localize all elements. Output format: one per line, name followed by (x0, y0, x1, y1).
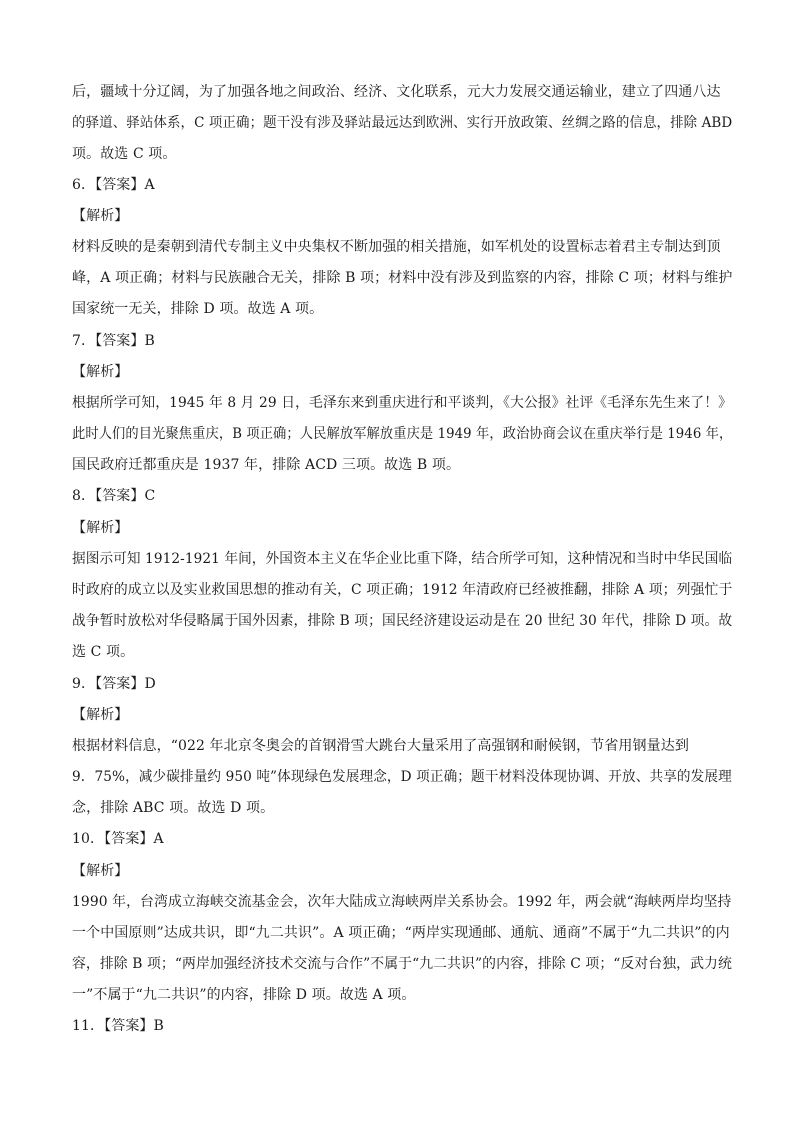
answer-label-10: 10．【答案】A (72, 831, 164, 847)
analysis-heading: 【解析】 (72, 707, 129, 723)
text-line: 9．75%，减少碳排量约 950 吨”体现绿色发展理念，D 项正确；题干材料没体现协调、开放、共享的发展理 (72, 769, 732, 785)
analysis-heading: 【解析】 (72, 208, 129, 224)
answer-label-6: 6．【答案】A (72, 177, 155, 193)
text-line: 念，排除 ABC 项。故选 D 项。 (72, 800, 275, 816)
text-line: 选 C 项。 (72, 644, 135, 660)
analysis-heading: 【解析】 (72, 863, 129, 879)
answer-label-8: 8．【答案】C (72, 488, 156, 504)
text-line: 根据材料信息，“022 年北京冬奥会的首钢滑雪大跳台大量采用了高强钢和耐候钢，节省用钢量达到 (72, 738, 689, 754)
text-line: 时政府的成立以及实业救国思想的推动有关，C 项正确；1912 年清政府已经被推翻，排除 A 项；列强忙于 (72, 582, 733, 598)
text-line: 1990 年，台湾成立海峡交流基金会，次年大陆成立海峡两岸关系协会。1992 年，两会就“海峡两岸均坚持 (72, 894, 732, 910)
answer-label-9: 9．【答案】D (72, 676, 156, 692)
text-line: 峰，A 项正确；材料与民族融合无关，排除 B 项；材料中没有涉及到监察的内容，排除 C 项；材料与维护 (72, 270, 733, 286)
text-line: 战争暂时放松对华侵略属于国外因素，排除 B 项；国民经济建设运动是在 20 世纪 30 年代，排除 D 项。故 (72, 613, 733, 629)
text-line: 容，排除 B 项；“两岸加强经济技术交流与合作”不属于“九二共识”的内容，排除 C 项；“反对台独，武力统 (72, 956, 732, 972)
text-line: 后，疆域十分辽阔，为了加强各地之间政治、经济、文化联系，元大力发展交通运输业，建立了四通八达 (72, 84, 721, 100)
answer-label-7: 7．【答案】B (72, 333, 155, 349)
text-line: 一”不属于“九二共识”的内容，排除 D 项。故选 A 项。 (72, 987, 416, 1003)
text-line: 此时人们的目光聚焦重庆，B 项正确；人民解放军解放重庆是 1949 年，政治协商会议在重庆举行是 1946 年， (72, 426, 733, 442)
answer-label-11: 11．【答案】B (72, 1018, 164, 1034)
text-line: 一个中国原则”达成共识，即“九二共识”。A 项正确；“两岸实现通邮、通航、通商”不属于“九二共识”的内 (72, 925, 730, 941)
text-line: 国民政府迁都重庆是 1937 年，排除 ACD 三项。故选 B 项。 (72, 457, 461, 473)
text-line: 材料反映的是秦朝到清代专制主义中央集权不断加强的相关措施，如军机处的设置标志着君主专制达到顶 (72, 239, 721, 255)
text-line: 据图示可知 1912-1921 年间，外国资本主义在华企业比重下降，结合所学可知，这种情况和当时中华民国临 (72, 551, 733, 567)
text-line: 根据所学可知，1945 年 8 月 29 日，毛泽东来到重庆进行和平谈判，《大公报》社评《毛泽东先生来了！》 (72, 395, 732, 411)
text-line: 国家统一无关，排除 D 项。故选 A 项。 (72, 301, 324, 317)
analysis-heading: 【解析】 (72, 520, 129, 536)
analysis-heading: 【解析】 (72, 364, 129, 380)
text-line: 项。故选 C 项。 (72, 146, 177, 162)
text-line: 的驿道、驿站体系，C 项正确；题干没有涉及驿站最远达到欧洲、实行开放政策、丝绸之路的信息，排除 ABD (72, 115, 733, 131)
